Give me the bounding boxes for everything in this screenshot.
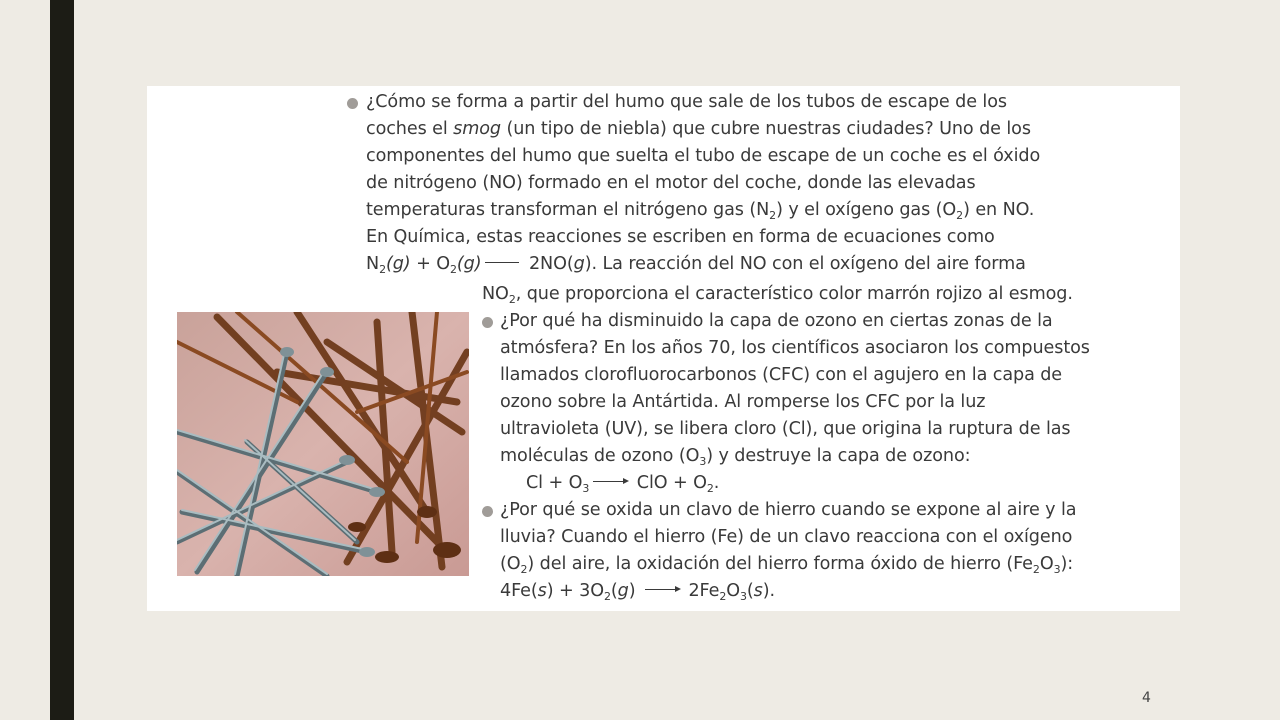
p3-equation-line: $4Fe(s) + 3O_2(g)$ $2Fe_2O_3(s)$. <box>500 581 776 603</box>
paragraph-rust <box>500 497 1076 605</box>
left-accent-bar <box>50 0 74 720</box>
paragraph-ozone <box>500 308 1090 497</box>
p1-line-4: de nitrógeno (NO) formado en el motor del coche, donde las elevadas <box>366 173 976 193</box>
p2-line-2: atmósfera? En los años 70, los científicos asociaron los compuestos <box>500 338 1090 358</box>
reaction-arrow <box>485 262 519 263</box>
nails-photo <box>177 312 469 576</box>
reaction-arrow <box>645 589 679 590</box>
p1-line-8: $NO_2$, que proporciona el característico color marrón rojizo al esmog. <box>482 284 1073 306</box>
bullet-3 <box>482 506 493 517</box>
bullet-2 <box>482 317 493 328</box>
bullet-1 <box>347 98 358 109</box>
reaction-arrow <box>593 481 627 482</box>
p3-line-2: lluvia? Cuando el hierro (Fe) de un clavo reacciona con el oxígeno <box>500 527 1073 547</box>
p3-line-3: $(O_2)$ del aire, la oxidación del hierro forma óxido de hierro $(Fe_2O_3)$: <box>500 554 1074 576</box>
page-number: 4 <box>1142 690 1151 706</box>
p2-line-1: ¿Por qué ha disminuido la capa de ozono en ciertas zonas de la <box>500 311 1053 331</box>
p3-line-1: ¿Por qué se oxida un clavo de hierro cuando se expone al aire y la <box>500 500 1077 520</box>
p1-equation-line: $N_2(g) + O_2(g)$ 2NO(g). La reacción del NO con el oxígeno del aire forma <box>366 254 1026 276</box>
content-panel <box>147 86 1180 611</box>
p1-line-6: En Química, estas reacciones se escriben en forma de ecuaciones como <box>366 227 995 247</box>
p1-line-1: ¿Cómo se forma a partir del humo que sale de los tubos de escape de los <box>366 92 1007 112</box>
p2-line-5: ultravioleta (UV), se libera cloro (Cl), que origina la ruptura de las <box>500 419 1071 439</box>
p1-line-5: temperaturas transforman el nitrógeno gas $(N_2)$ y el oxígeno gas $(O_2)$ en NO. <box>366 200 1035 222</box>
paragraph-smog <box>366 89 1040 278</box>
p2-line-4: ozono sobre la Antártida. Al romperse los CFC por la luz <box>500 392 986 412</box>
p2-line-3: llamados clorofluorocarbonos (CFC) con el agujero en la capa de <box>500 365 1063 385</box>
p1-line-2: coches el smog (un tipo de niebla) que cubre nuestras ciudades? Uno de los <box>366 119 1031 139</box>
p1-line-3: componentes del humo que suelta el tubo de escape de un coche es el óxido <box>366 146 1041 166</box>
p2-line-6: moléculas de ozono $(O_3)$ y destruye la capa de ozono: <box>500 446 971 468</box>
p2-equation-line: $Cl + O_3$ ClO + $O_2$. <box>526 473 720 495</box>
